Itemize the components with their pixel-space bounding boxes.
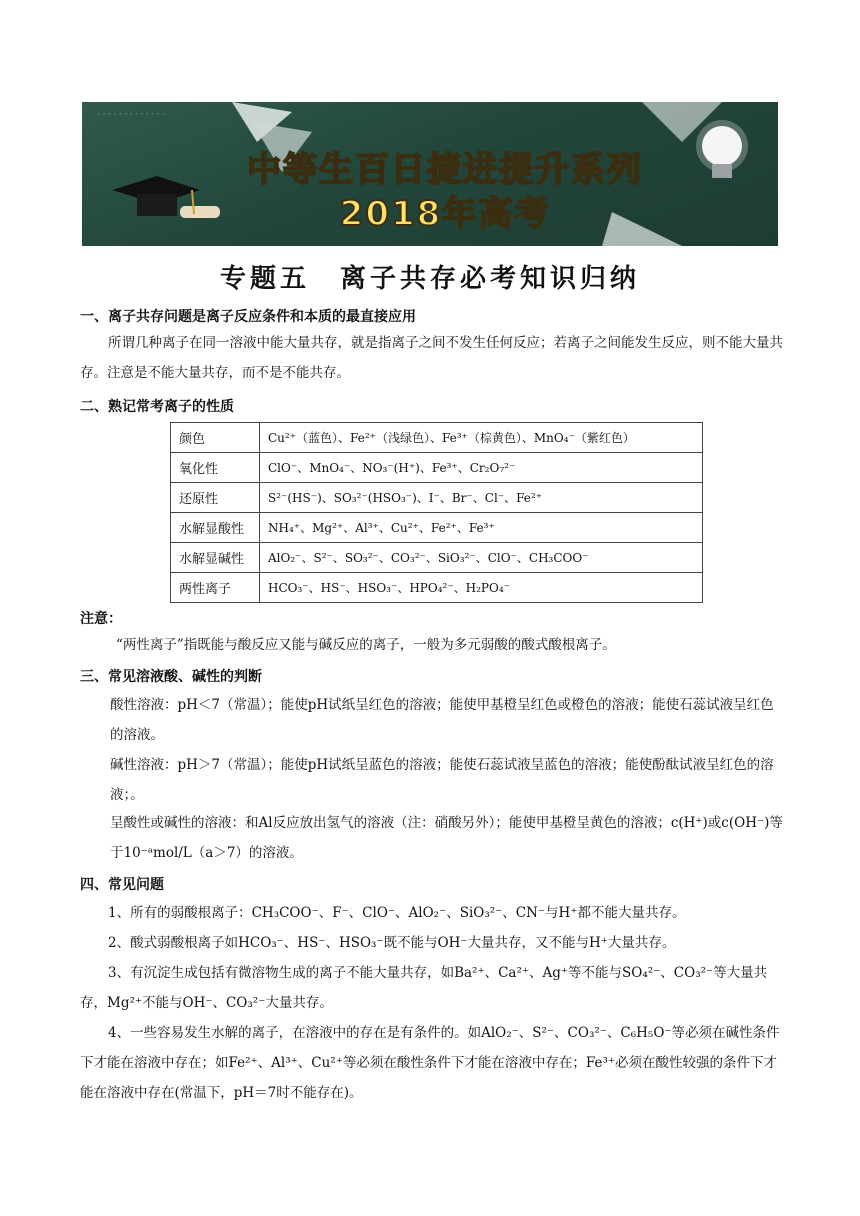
table-row <box>171 483 703 513</box>
table-cell-value: Cu²⁺（蓝色）、Fe²⁺（浅绿色）、Fe³⁺（棕黄色）、MnO₄⁻（紫红色） <box>260 423 703 453</box>
base-solution-text: 碱性溶液：pH＞7（常温）；能使pH试纸呈蓝色的溶液；能使石蕊试液呈蓝色的溶液；能使酚酞试液呈红色的溶液；。 <box>110 757 774 803</box>
list-item: 2、酸式弱酸根离子如HCO₃⁻、HS⁻、HSO₃⁻既不能与OH⁻大量共存，又不能与H⁺大量共存。 <box>108 935 676 951</box>
section-1-heading: 一、离子共存问题是离子反应条件和本质的最直接应用 <box>80 309 416 325</box>
table-row <box>171 513 703 543</box>
section-4-heading: 四、常见问题 <box>80 877 164 893</box>
banner-line-2: 2018年高考 <box>339 194 551 234</box>
ion-property-table <box>170 422 703 603</box>
table-row <box>171 543 703 573</box>
table-row <box>171 423 703 453</box>
note-body: “两性离子”指既能与酸反应又能与碱反应的离子，一般为多元弱酸的酸式酸根离子。 <box>116 637 616 653</box>
table-cell-key: 水解显酸性 <box>171 513 260 543</box>
acid-or-base-text: 呈酸性或碱性的溶液：和Al反应放出氢气的溶液（注：硝酸另外）；能使甲基橙呈黄色的溶液；c(H⁺)或c(OH⁻)等于10⁻ᵃmol/L（a＞7）的溶液。 <box>110 815 783 861</box>
section-1-body: 所谓几种离子在同一溶液中能大量共存，就是指离子之间不发生任何反应；若离子之间能发生反应，则不能大量共存。注意是不能大量共存，而不是不能共存。 <box>80 335 783 381</box>
table-cell-value: S²⁻(HS⁻)、SO₃²⁻(HSO₃⁻)、I⁻、Br⁻、Cl⁻、Fe²⁺ <box>260 483 703 513</box>
banner-line-1: 中等生百日捷进提升系列 <box>247 150 643 190</box>
chalk-scribble: ············· <box>96 110 167 120</box>
table-row <box>171 453 703 483</box>
page-title: 专题五 离子共存必考知识归纳 <box>219 264 640 294</box>
list-item: 4、一些容易发生水解的离子，在溶液中的存在是有条件的。如AlO₂⁻、S²⁻、CO₃²⁻、C₆H₅O⁻等必须在碱性条件下才能在溶液中存在；如Fe²⁺、Al³⁺、Cu²⁺等必须在酸性条件下才能在溶液中存在；Fe³⁺必须在酸性较强的条件下才能在溶液中存在(常温下，pH＝7时不能存在)。 <box>80 1025 780 1101</box>
list-item: 1、所有的弱酸根离子：CH₃COO⁻、F⁻、ClO⁻、AlO₂⁻、SiO₃²⁻、CN⁻与H⁺都不能大量共存。 <box>108 905 686 921</box>
list-item: 3、有沉淀生成包括有微溶物生成的离子不能大量共存，如Ba²⁺、Ca²⁺、Ag⁺等不能与SO₄²⁻、CO₃²⁻等大量共存，Mg²⁺不能与OH⁻、CO₃²⁻大量共存。 <box>80 965 768 1011</box>
note-label: 注意： <box>80 611 122 627</box>
table-cell-value: AlO₂⁻、S²⁻、SO₃²⁻、CO₃²⁻、SiO₃²⁻、ClO⁻、CH₃COO⁻ <box>260 543 703 573</box>
table-cell-key: 水解显碱性 <box>171 543 260 573</box>
header-banner <box>82 102 778 246</box>
section-2-heading: 二、熟记常考离子的性质 <box>80 399 234 415</box>
table-cell-value: HCO₃⁻、HS⁻、HSO₃⁻、HPO₄²⁻、H₂PO₄⁻ <box>260 573 703 603</box>
table-cell-key: 颜色 <box>171 423 260 453</box>
table-cell-key: 氧化性 <box>171 453 260 483</box>
light-bulb-icon <box>696 120 748 178</box>
table-cell-value: ClO⁻、MnO₄⁻、NO₃⁻(H⁺)、Fe³⁺、Cr₂O₇²⁻ <box>260 453 703 483</box>
graduation-cap-icon <box>112 176 220 218</box>
table-cell-value: NH₄⁺、Mg²⁺、Al³⁺、Cu²⁺、Fe²⁺、Fe³⁺ <box>260 513 703 543</box>
table-row <box>171 573 703 603</box>
section-3-heading: 三、常见溶液酸、碱性的判断 <box>80 669 262 685</box>
table-cell-key: 还原性 <box>171 483 260 513</box>
table-cell-key: 两性离子 <box>171 573 260 603</box>
acid-solution-text: 酸性溶液：pH＜7（常温）；能使pH试纸呈红色的溶液；能使甲基橙呈红色或橙色的溶液；能使石蕊试液呈红色的溶液。 <box>110 697 774 743</box>
